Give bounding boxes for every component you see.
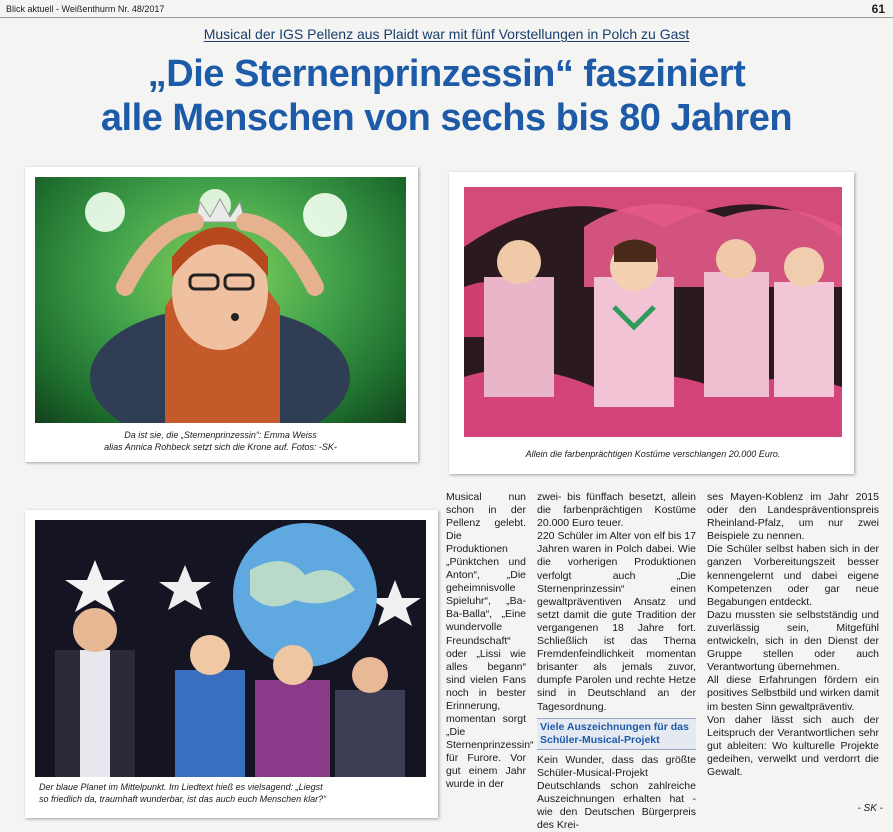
header-rule [0, 17, 893, 18]
photo-planet-caption [35, 781, 430, 805]
column-3-paragraph: Die Schüler selbst haben sich in der ganzen Vorbereitungszeit besser kennengelernt und dabei eigene Kompetenzen oder gar neue Begabungen entdeckt. [707, 543, 879, 608]
article-column-2 [537, 491, 696, 832]
caption-line: so friedlich da, traumhaft wunderbar, ist das auch euch Menschen klar?“ [39, 794, 327, 804]
caption-line: alias Annica Rohbeck setzt sich die Krone auf. Fotos: -SK- [104, 442, 337, 452]
column-3-paragraph: All diese Erfahrungen fördern ein positives Selbstbild und wirken damit im besten Sinn gewaltpräventiv. [707, 674, 879, 713]
column-2-paragraph: Kein Wunder, dass das größte Schüler-Musical-Projekt Deutschlands schon zahlreiche Auszeichnungen erhalten hat - wie den Deutschen Bürgerpreis des Krei- [537, 753, 696, 832]
article-column-1 [446, 491, 534, 791]
headline-line-1: „Die Sternenprinzessin“ fasziniert [147, 53, 746, 95]
caption-line: Da ist sie, die „Sternenprinzessin“: Emma Weiss [124, 430, 317, 440]
photo-princess [25, 167, 418, 462]
photo-planet-image [35, 520, 426, 777]
publication-info: Blick aktuell - Weißenthurm Nr. 48/2017 [6, 4, 165, 14]
headline-line-2: alle Menschen von sechs bis 80 Jahren [100, 97, 793, 139]
article-column-3 [707, 491, 879, 779]
page-number: 61 [871, 2, 885, 16]
princess-illustration [35, 177, 406, 423]
headline [0, 52, 893, 140]
photo-costumes-image [464, 187, 842, 437]
column-3-paragraph: Von daher lässt sich auch der Leitspruch der Verantwortlichen sehr gut ableiten: Wo kulturelle Projekte gedeihen, verwelkt und verdorrt die Gewalt. [707, 713, 879, 778]
costumes-illustration [464, 187, 842, 437]
kicker: Musical der IGS Pellenz aus Plaidt war mit fünf Vorstellungen in Polch zu Gast [203, 26, 690, 42]
column-2-paragraph: 220 Schüler im Alter von elf bis 17 Jahren waren in Polch dabei. Wie die vorherigen Produktionen verfolgt auch „Die Sternenprinzessin“ einen gewaltpräventiven Ansatz und setzt damit die gute Tradition der vergangenen 18 Jahre fort. Schließlich ist das Thema Fremdenfeindlichkeit momentan brisanter als jemals zuvor, dumpfe Parolen und rechte Hetze sind in Deutschland an der Tagesordnung. [537, 530, 696, 713]
column-2-paragraph: zwei- bis fünffach besetzt, allein die farbenprächtigen Kostüme 20.000 Euro teuer. [537, 491, 696, 530]
column-3-paragraph: Dazu mussten sie selbstständig und zuverlässig sein, Mitgefühl entwickeln, sich in den Dienst der Gruppe stellen oder auch Verantwortung übernehmen. [707, 608, 879, 674]
column-3-paragraph: ses Mayen-Koblenz im Jahr 2015 oder den Landespräventionspreis Rheinland-Pfalz, um nur zwei Beispiele zu nennen. [707, 491, 879, 543]
photo-princess-caption [35, 429, 406, 453]
subheading: Viele Auszeichnungen für das Schüler-Musical-Projekt [537, 718, 696, 750]
photo-planet [25, 510, 438, 818]
photo-princess-image [35, 177, 406, 423]
caption-line: Der blaue Planet im Mittelpunkt. Im Liedtext hieß es vielsagend: „Liegst [39, 782, 323, 792]
author-signature: - SK - [857, 803, 883, 814]
planet-illustration [35, 520, 426, 777]
column-1-text: Musical nun schon in der Pellenz gelebt. Die Produktionen „Pünktchen und Anton“, „Die geheimnisvolle Spieluhr“, „Ba-Ba-Balla“, „Eine wundervolle Freundschaft“ oder „Lissi wie alles begann“ sind vielen Fans noch in bester Erinnerung, momentan sorgt „Die Sternenprinzessin“ für Furore. Vor gut einem Jahr wurde in der [446, 491, 534, 791]
photo-costumes [449, 172, 854, 474]
photo-costumes-caption: Allein die farbenprächtigen Kostüme verschlangen 20.000 Euro. [525, 449, 781, 459]
